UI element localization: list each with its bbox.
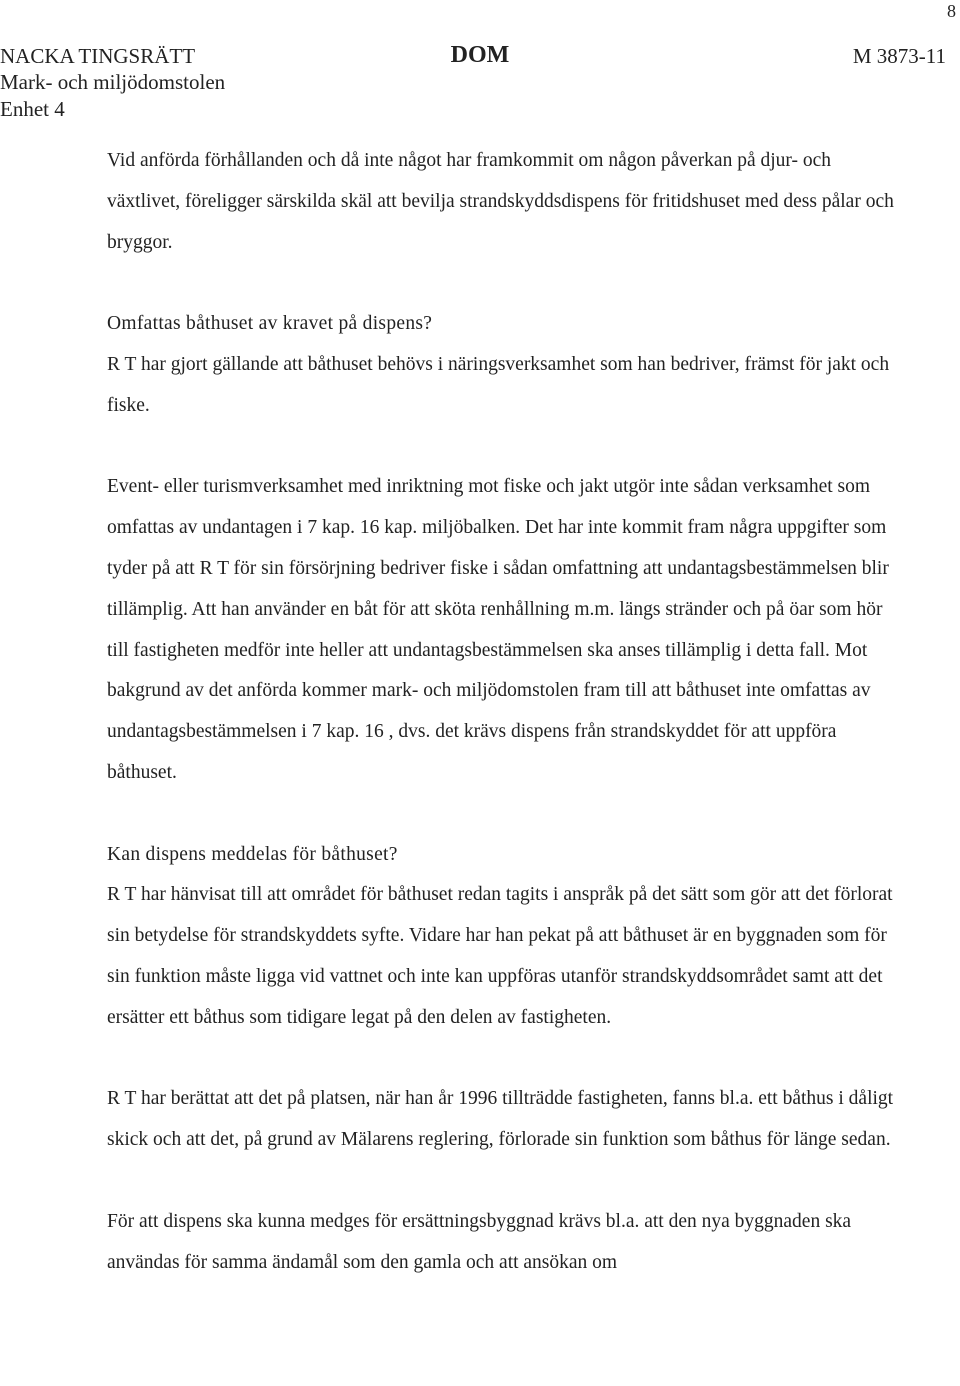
paragraph-5: R T har berättat att det på platsen, när han år 1996 tillträdde fastigheten, fanns bl.a. ett båthus i dåligt skick och att det, på grund av Mälarens reglering, förlorade sin funktion som båthus för länge sedan. (107, 1088, 894, 1151)
paragraph-2: R T har gjort gällande att båthuset behövs i näringsverksamhet som han bedriver, främst för jakt och fiske. (107, 353, 890, 416)
court-name: NACKA TINGSRÄTT (0, 44, 196, 68)
paragraph-3: Event- eller turismverksamhet med inriktning mot fiske och jakt utgör inte sådan verksamhet som omfattas av undantagen i 7 kap. 16 kap. miljöbalken. Det har inte kommit fram några uppgifter som tyder på att R T för sin försörjning bedriver fiske i sådan omfattning att undantagsbestämmelsen blir tillämplig. Att han använder en båt för att sköta renhållning m.m. längs stränder och på öar som hör till fastigheten medför inte heller att undantagsbestämmelsen ska anses tillämplig i detta fall. Mot bakgrund av det anförda kommer mark- och miljödomstolen fram till att båthuset inte omfattas av undantagsbestämmelsen i 7 kap. 16 , dvs. det krävs dispens från strandskyddet för att uppföra båthuset. (107, 476, 889, 783)
document-body (107, 141, 907, 1283)
paragraph-6: För att dispens ska kunna medges för ersättningsbyggnad krävs bl.a. att den nya byggnaden ska användas för samma ändamål som den gamla och att ansökan om (107, 1210, 852, 1273)
case-number: M 3873-11 (852, 44, 946, 68)
page-number: 8 (947, 1, 956, 21)
paragraph-4: R T har hänvisat till att området för båthuset redan tagits i anspråk på det sätt som gör att det förlorat sin betydelse för strandskyddets syfte. Vidare har han pekat på att båthuset är en byggnaden som för sin funktion måste ligga vid vattnet och inte kan uppföras utanför strandskyddsområdet samt att det ersätter ett båthus som tidigare legat på den delen av fastigheten. (107, 884, 893, 1028)
document-type: DOM (450, 42, 510, 68)
court-unit: Mark- och miljödomstolen (0, 70, 226, 94)
section-heading-boathouse-dispensation: Kan dispens meddelas för båthuset? (107, 843, 398, 865)
paragraph-1: Vid anförda förhållanden och då inte något har framkommit om någon påverkan på djur- och växtlivet, föreligger särskilda skäl att bevilja strandskyddsdispens för fritidshuset med dess pålar och bryggor. (107, 150, 894, 253)
section-heading-boathouse-scope: Omfattas båthuset av kravet på dispens? (107, 313, 433, 335)
court-department: Enhet 4 (0, 97, 65, 121)
